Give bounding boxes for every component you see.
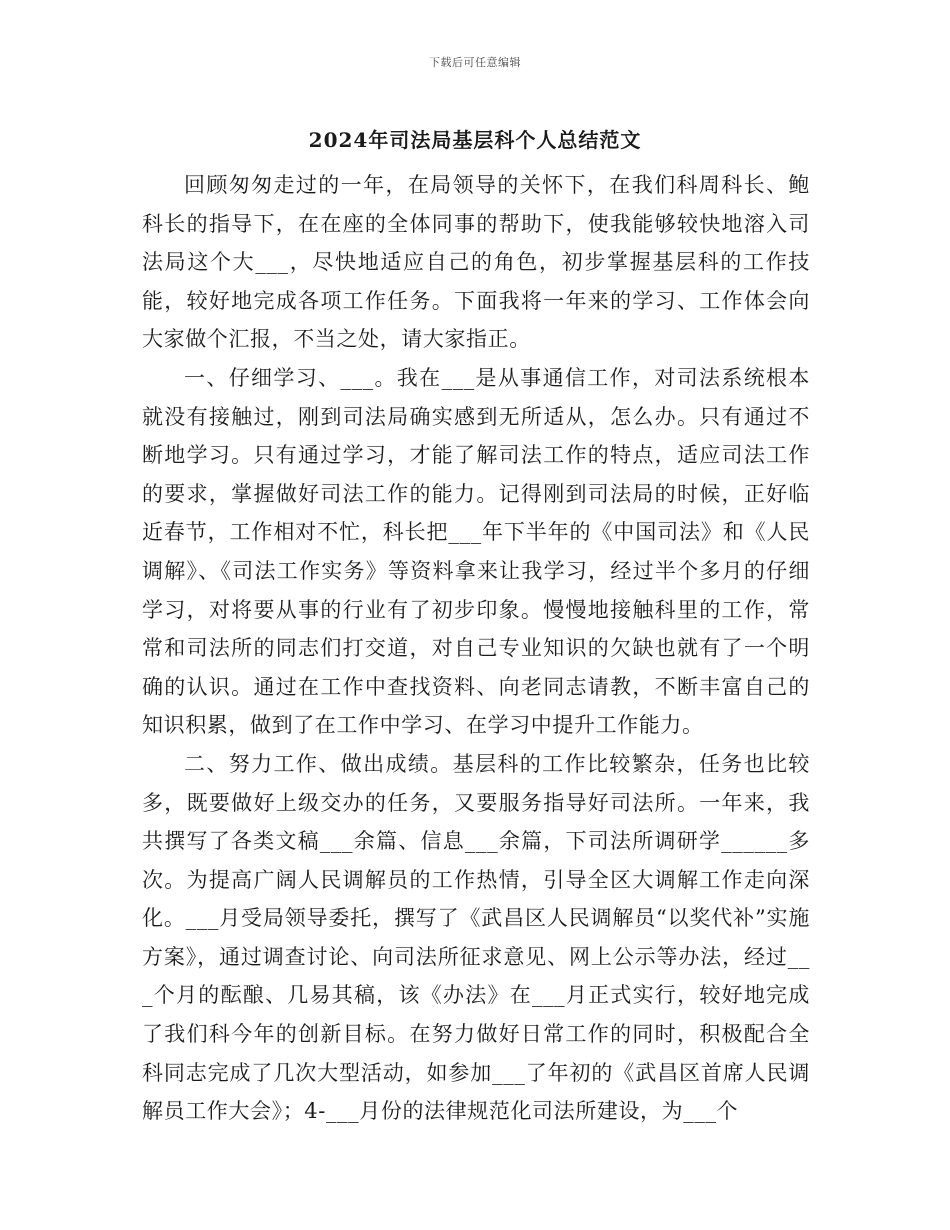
paragraph-intro: 回顾匆匆走过的一年，在局领导的关怀下，在我们科周科长、鲍科长的指导下，在在座的全体同事的帮助下，使我能够较快地溶入司法局这个大___，尽快地适应自己的角色，初步掌握基层科的工作技能，较好地完成各项工作任务。下面我将一年来的学习、工作体会向大家做个汇报，不当之处，请大家指正。 — [142, 173, 810, 352]
paragraph-work: 二、努力工作、做出成绩。基层科的工作比较繁杂，任务也比较多，既要做好上级交办的任务，又要服务指导好司法所。一年来，我共撰写了各类文稿___余篇、信息___余篇，下司法所调研学______多次。为提高广阔人民调解员的工作热情，引导全区大调解工作走向深化。___月受局领导委托，撰写了《武昌区人民调解员“以奖代补”实施方案》，通过调查讨论、向司法所征求意见、网上公示等办法，经过___个月的酝酿、几易其稿，该《办法》在___月正式实行，较好地完成了我们科今年的创新目标。在努力做好日常工作的同时，积极配合全科同志完成了几次大型活动，如参加___了年初的《武昌区首席人民调解员工作大会》；4-___月份的法律规范化司法所建设，为___个 — [142, 751, 810, 1124]
document-body — [142, 166, 810, 1131]
header-note: 下载后可任意编辑 — [429, 56, 521, 69]
paragraph-study: 一、仔细学习、___。我在___是从事通信工作，对司法系统根本就没有接触过，刚到司法局确实感到无所适从，怎么办。只有通过不断地学习。只有通过学习，才能了解司法工作的特点，适应司法工作的要求，掌握做好司法工作的能力。记得刚到司法局的时候，正好临近春节，工作相对不忙，科长把___年下半年的《中国司法》和《人民调解》、《司法工作实务》等资料拿来让我学习，经过半个多月的仔细学习，对将要从事的行业有了初步印象。慢慢地接触科里的工作，常常和司法所的同志们打交道，对自己专业知识的欠缺也就有了一个明确的认识。通过在工作中查找资料、向老同志请教，不断丰富自己的知识积累，做到了在工作中学习、在学习中提升工作能力。 — [142, 365, 810, 738]
document-title: 2024年司法局基层科个人总结范文 — [308, 128, 642, 152]
